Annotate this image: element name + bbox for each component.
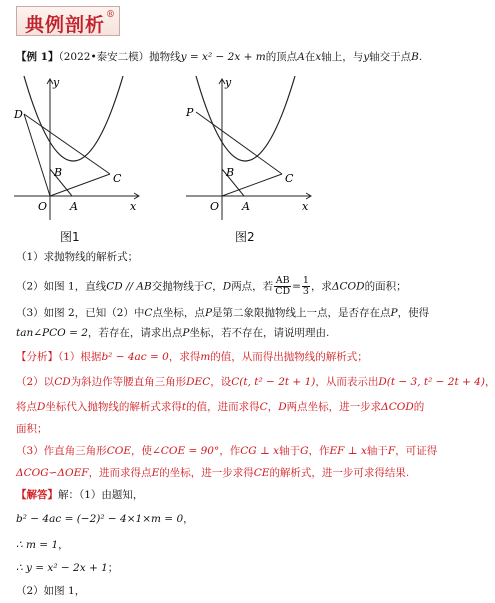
fig1-label-x: x [130,200,137,213]
fig2-label-x: x [302,200,309,213]
banner-title: 典例剖析 [25,14,106,36]
solution-step-4: （2）如图 1， [16,585,86,597]
fig2-label-a: A [242,200,250,213]
analysis-text: 的坐标，进一步求得 [159,467,254,479]
q3-text: ，若存在，请求出点 [87,327,183,339]
q3-text: 点坐标，点 [152,307,205,319]
q2-parallel: CD // AB [106,280,152,293]
analysis-text: （2）以 [16,376,55,388]
q2-text: 两点，若 [231,280,274,293]
angle-condition: ∠COE = 90° [152,445,220,457]
problem-text: 轴交于点 [369,51,412,63]
point-name: G [300,445,309,457]
analysis-text: ，作 [219,445,241,457]
fig1-label-d: D [14,108,23,121]
analysis-text: ， [267,401,279,413]
solution-step-2 [16,538,485,552]
point-d-coords: D(t − 3, t² − 2t + 4) [378,376,485,388]
point-name: B [411,51,419,63]
perpendicular-ef: EF ⊥ x [329,445,367,457]
point-c-coords: C(t, t² − 2t + 1) [231,376,316,388]
point-name: F [387,445,396,457]
figure-2-caption: 图2 [235,230,255,244]
solution-step-1 [16,512,485,526]
fig1-label-c: C [113,172,122,185]
problem-source: （2022•泰安二模） [58,51,150,63]
analysis-text: 轴于 [279,445,301,457]
fraction-numerator: AB [275,275,290,286]
problem-text: 轴上，与 [321,51,364,63]
solution-text: ， [58,539,69,551]
problem-text: 的顶点 [265,51,298,63]
q2-text: （2）如图 1，直线 [16,280,107,293]
problem-text: 抛物线 [149,51,181,63]
parabola-equation: y = x² − 2x + m [180,51,266,63]
segment-name: CE [253,467,270,479]
parabola-result: ∴ y = x² − 2x + 1 [16,562,108,574]
analysis-text: ，设 [210,376,232,388]
figure-1 [10,74,150,224]
solution-text: ， [183,513,194,525]
tangent-condition: tan∠PCO = 2 [16,327,88,339]
solution-text: ； [107,562,119,574]
analysis-text: 为斜边作等腰直角三角形 [70,376,187,388]
similar-triangles: ΔCOG∽ΔOEF [16,467,89,479]
analysis-text: 的 [413,401,425,413]
registered-mark-icon: ® [106,10,115,20]
point-name: D [37,401,46,413]
point-name: C [204,280,213,293]
analysis-text: ，求得 [168,351,201,363]
analysis-line-1 [16,350,485,364]
var-name: m [200,351,211,363]
ratio-fraction [274,276,291,297]
axis-name: x [315,51,322,63]
analysis-text: （3）作直角三角形 [16,445,107,457]
solution-text: 解：（1）由题知， [58,489,144,501]
fig1-label-o: O [38,200,48,213]
fig1-label-y: y [53,76,60,89]
point-name: P [204,307,213,319]
analysis-line-4: 面积； [16,423,48,435]
point-name: P [182,327,190,339]
equals-sign: = [292,280,301,293]
analysis-text: 坐标代入抛物线的解析式求得 [45,401,182,413]
axis-name: y [363,51,370,63]
q3-text: 坐标，若不存在，请说明理由. [189,327,330,339]
analysis-text: 的值，进而求得 [186,401,260,413]
triangle-name: COE [106,445,131,457]
m-value: ∴ m = 1 [16,539,59,551]
q3-text: （3）如图 2，已知（2）中 [16,307,145,319]
fraction-denominator: 3 [302,286,309,297]
q2-text: 的面积； [364,280,407,293]
problem-text: . [418,51,423,63]
point-name: P [390,307,398,319]
discriminant-calc: b² − 4ac = (−2)² − 4×1×m = 0 [16,513,184,525]
fig2-label-b: B [226,166,235,179]
analysis-text: 两点坐标，进一步求 [286,401,382,413]
var-name: t [181,401,187,413]
value-fraction [302,276,310,297]
line-dc [24,114,110,174]
analysis-text: 【分析】（1）根据 [16,351,102,363]
q2-text: ，求 [310,280,332,293]
q3-text: 是第二象限抛物线上一点，是否存在点 [212,307,391,319]
triangle-name: ΔCOD [381,401,414,413]
q2-text: ， [212,280,223,293]
solution-tag: 【解答】 [16,489,58,501]
line-do [24,114,50,196]
analysis-text: ， [484,376,495,388]
figure-1-caption: 图1 [60,230,80,244]
perpendicular-cg: CG ⊥ x [240,445,280,457]
question-2 [16,276,485,297]
analysis-text: ，进而求得点 [88,467,152,479]
analysis-text: 将点 [16,401,37,413]
analysis-text: 的解析式，进一步可求得结果. [269,467,410,479]
analysis-line-2 [16,375,495,389]
q3-text: ，使得 [397,307,430,319]
problem-statement [16,50,485,64]
point-name: C [259,401,268,413]
point-name: D [278,401,287,413]
question-1: （1）求抛物线的解析式； [16,251,139,263]
problem-tag: 【例 1】 [16,51,59,63]
analysis-text: ，可证得 [395,445,438,457]
point-name: D [222,280,232,293]
analysis-text: ，使 [131,445,152,457]
solution-step-3 [16,561,485,575]
triangle-name: DEC [186,376,211,388]
question-3-line-1 [16,306,485,320]
point-name: E [151,467,160,479]
figure-2 [182,74,322,224]
discriminant-eq: b² − 4ac = 0 [101,351,169,363]
fig2-label-p: P [186,106,194,119]
solution-header [16,488,485,502]
analysis-text: 的值，从而得出抛物线的解析式； [210,351,368,363]
point-name: C [144,307,153,319]
segment-name: CD [54,376,71,388]
question-3-line-2 [16,326,485,340]
analysis-text: ，作 [308,445,330,457]
fraction-denominator: CD [275,286,291,297]
q2-text: 交抛物线于 [151,280,205,293]
fig1-label-a: A [70,200,78,213]
analysis-text: ，从而表示出 [315,376,379,388]
analysis-text: 轴于 [366,445,388,457]
triangle-name: ΔCOD [331,280,365,293]
analysis-line-5 [16,444,485,458]
fraction-numerator: 1 [302,275,309,286]
section-banner [16,6,120,36]
line-pc [196,112,282,174]
fig2-label-c: C [285,172,294,185]
fig2-label-o: O [210,200,220,213]
problem-text: 在 [304,51,316,63]
point-name: A [297,51,305,63]
analysis-line-3 [16,400,485,414]
analysis-line-6 [16,466,485,480]
fig2-label-y: y [225,76,232,89]
fig1-label-b: B [54,166,63,179]
